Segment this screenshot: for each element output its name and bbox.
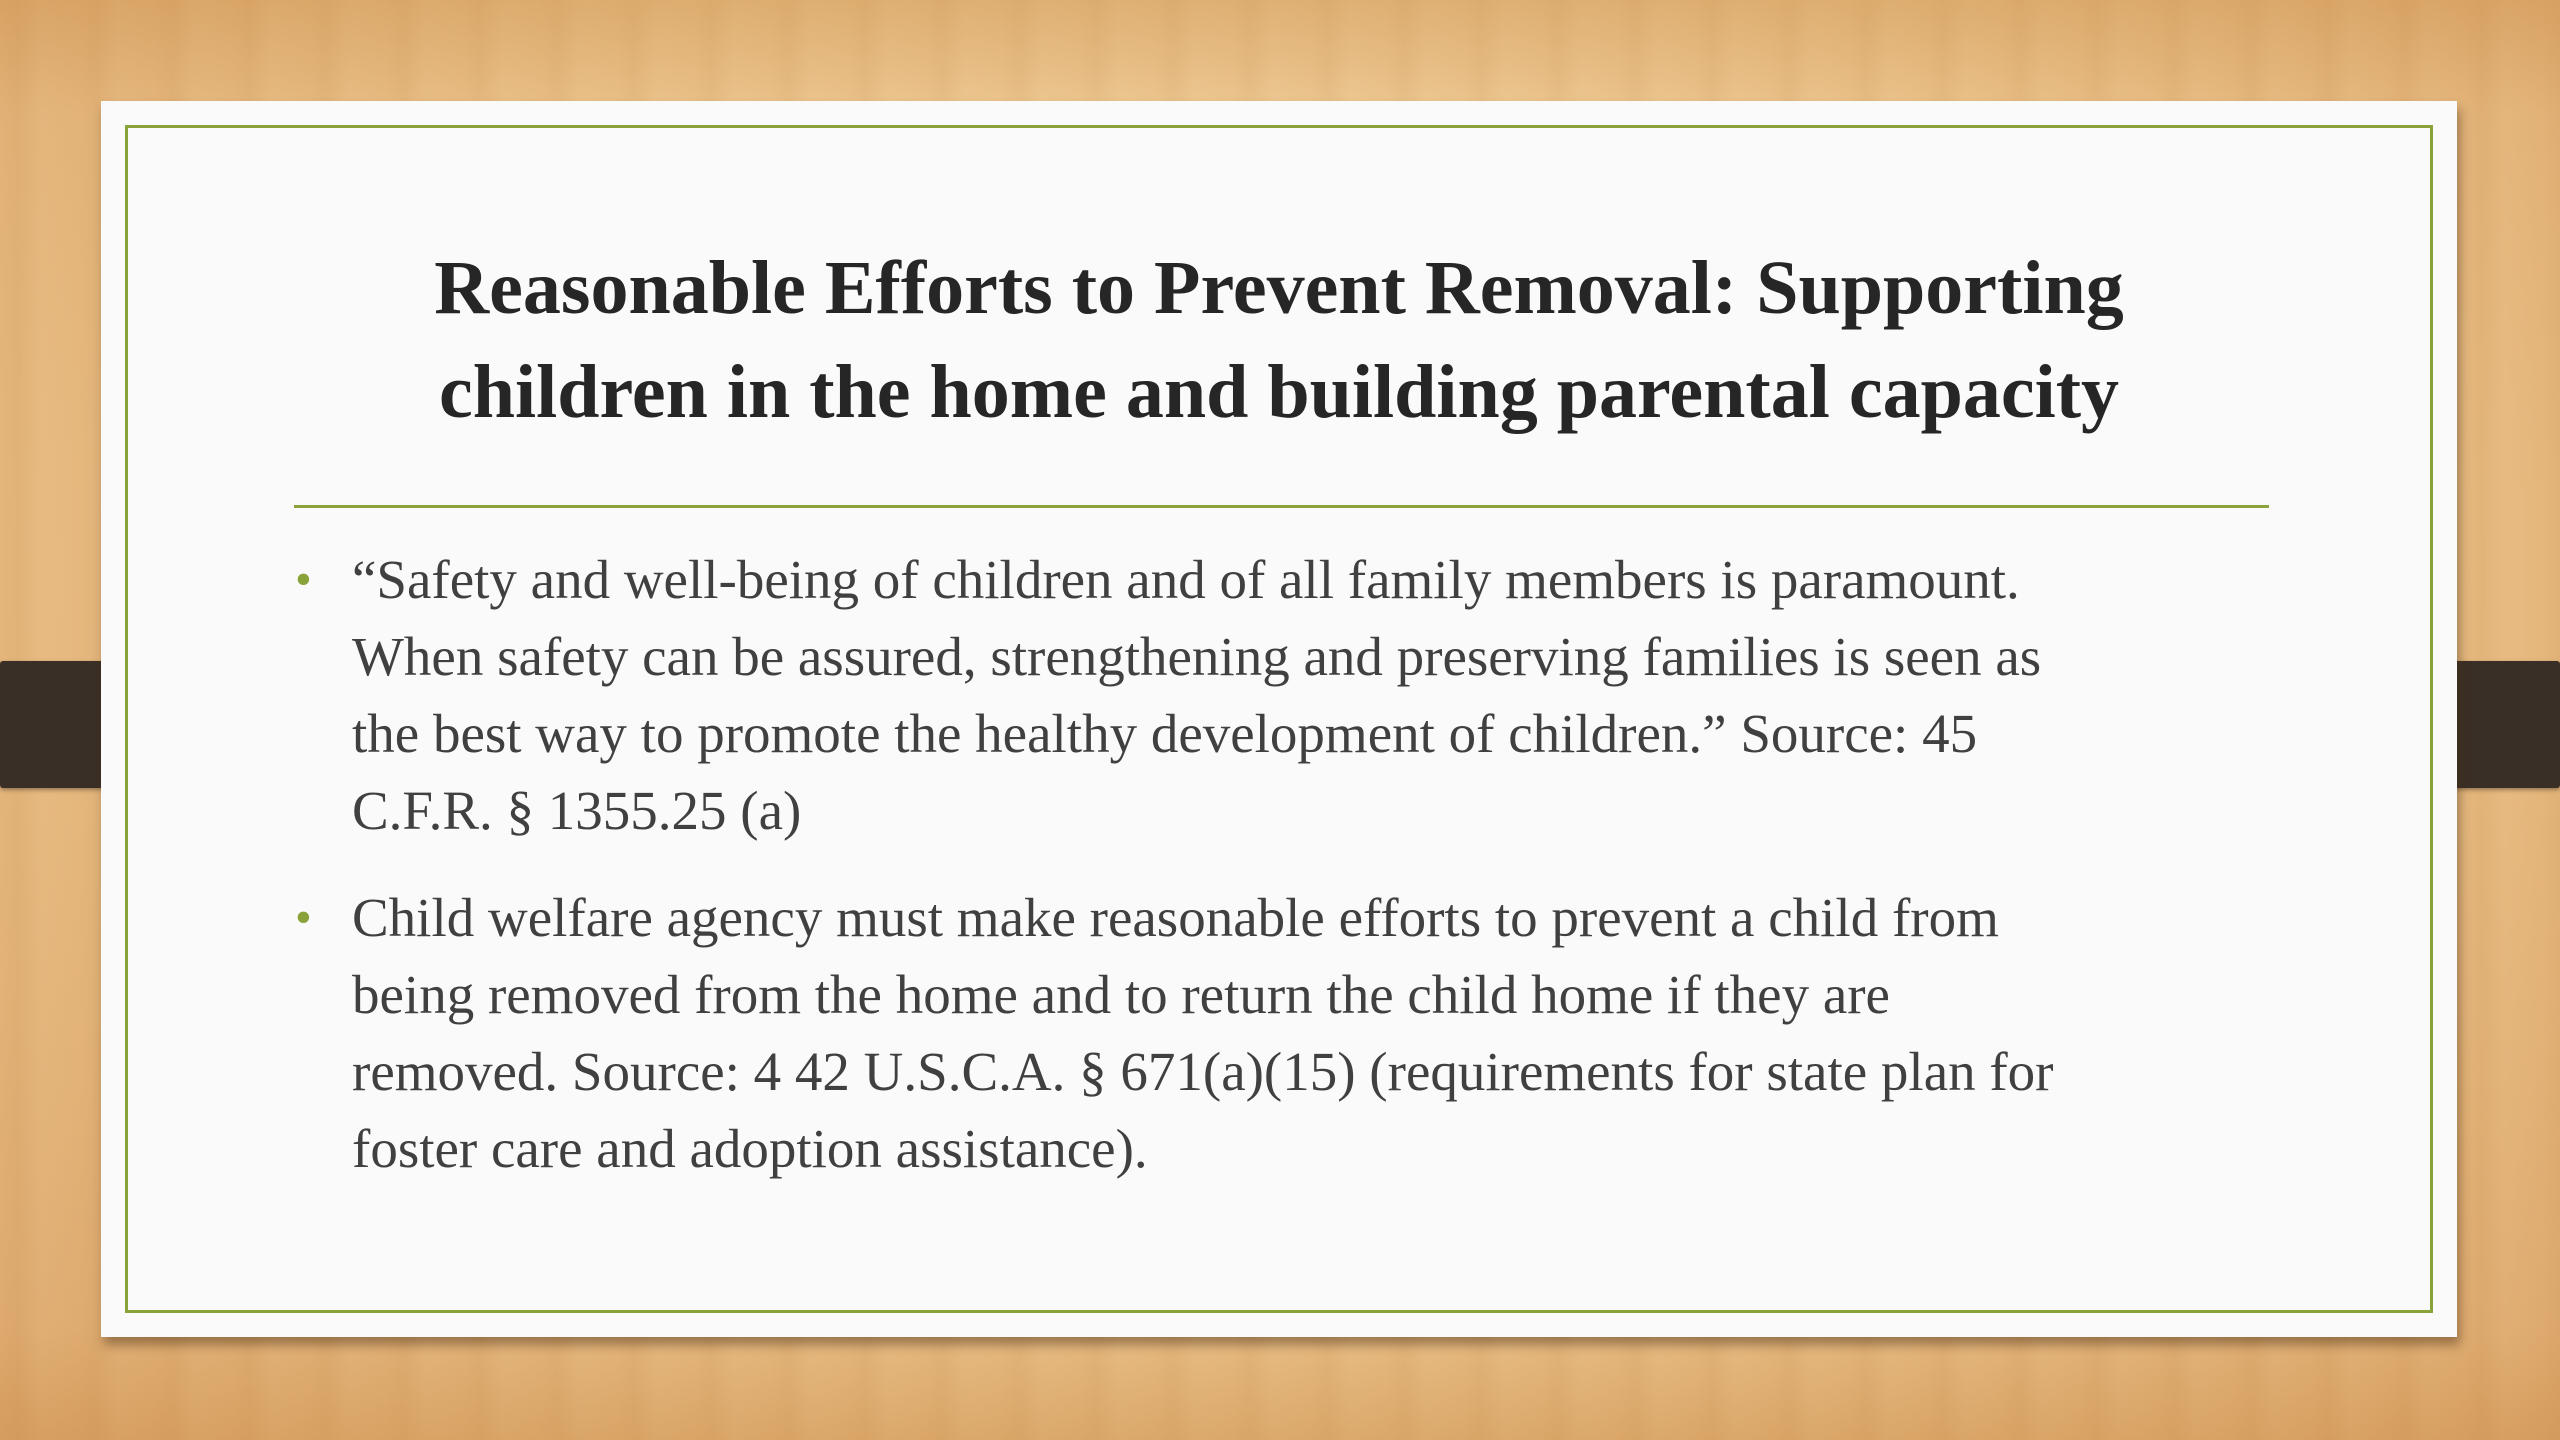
bullet-text bbox=[352, 879, 2281, 1187]
bullet-text-line: being removed from the home and to return the child home if they are bbox=[352, 964, 1890, 1025]
bullet-text-line: the best way to promote the healthy development of children.” Source: 45 bbox=[352, 703, 1978, 764]
bullet-list bbox=[291, 541, 2281, 1217]
title-divider bbox=[294, 505, 2269, 508]
bullet-icon: • bbox=[295, 553, 312, 606]
slide-card bbox=[101, 101, 2457, 1337]
slide-title-line: Reasonable Efforts to Prevent Removal: Supporting bbox=[434, 246, 2124, 330]
bullet-text-line: removed. Source: 4 42 U.S.C.A. § 671(a)(15) (requirements for state plan for bbox=[352, 1041, 2054, 1102]
background-shade-bottom bbox=[0, 1330, 2560, 1440]
background-shade-top bbox=[0, 0, 2560, 110]
bullet-item-safety bbox=[291, 541, 2281, 849]
bullet-text-line: When safety can be assured, strengthening and preserving families is seen as bbox=[352, 626, 2042, 687]
bullet-icon: • bbox=[295, 891, 312, 944]
bullet-text bbox=[352, 541, 2281, 849]
bullet-text-line: C.F.R. § 1355.25 (a) bbox=[352, 780, 802, 841]
bullet-text-line: foster care and adoption assistance). bbox=[352, 1118, 1148, 1179]
slide-title-line: children in the home and building parental capacity bbox=[438, 350, 2119, 434]
bullet-text-line: “Safety and well-being of children and of all family members is paramount. bbox=[352, 549, 2020, 610]
bullet-text-line: Child welfare agency must make reasonable efforts to prevent a child from bbox=[352, 887, 1999, 948]
slide-title bbox=[321, 236, 2237, 444]
bullet-item-reasonable-efforts bbox=[291, 879, 2281, 1187]
